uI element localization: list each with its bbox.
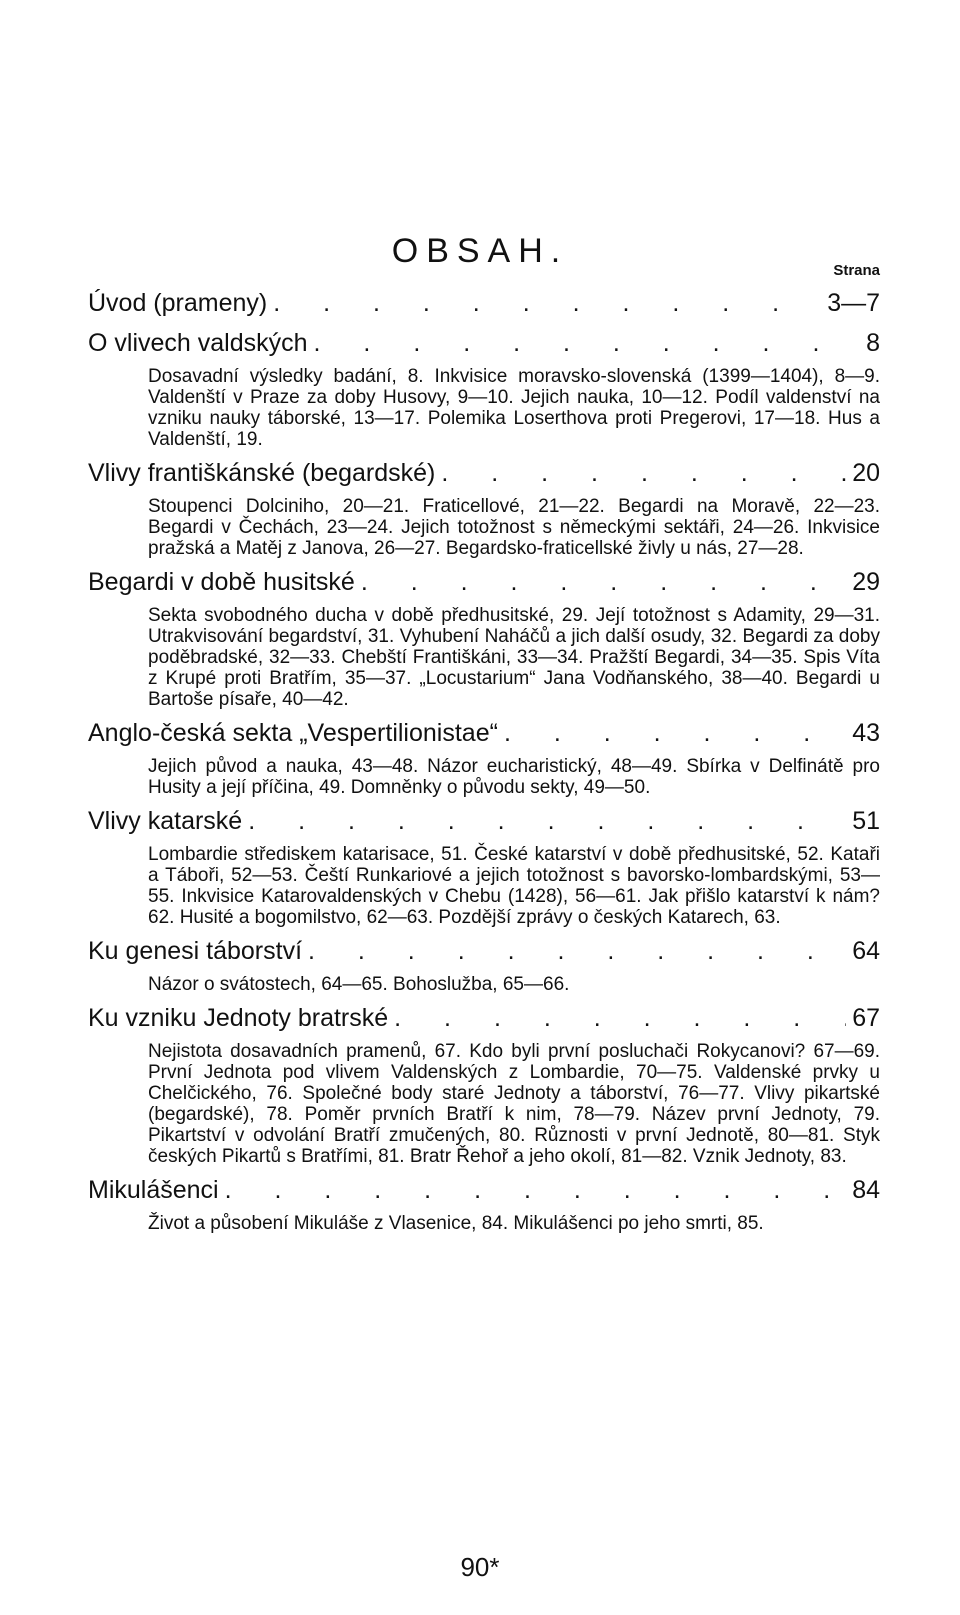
toc-entry-page: 67 [852,1004,880,1032]
toc-entry-title: Anglo-česká sekta „Vespertilionistae“ [88,719,498,747]
leader-dots [441,456,846,490]
toc-entry-summary: Stoupenci Dolciniho, 20—21. Fraticellové, 21—22. Begardi na Moravě, 22—23. Begardi v Čechách, 23—24. Jejich totožnost s německými sektáři, 24—26. Inkvisice pražská a Matěj z Janova, 26—27. Begardsko-fraticellské živly u nás, 27—28. [148,496,880,559]
toc-entry-title: Ku vzniku Jednoty bratrské [88,1004,389,1032]
table-of-contents [88,280,880,1238]
toc-entry-page: 43 [852,719,880,747]
toc-entry-title: Vlivy katarské [88,807,243,835]
leader-dots [273,286,821,320]
toc-entry-summary: Nejistota dosavadních pramenů, 67. Kdo byli první posluchači Rokycanovi? 67—69. První Jednota pod vlivem Valdenských z Lombardie, 70—75. Valdenské prvky u Chelčického, 76. Společné body staré Jednoty a táborství, 76—77. Vlivy pikartské (begardské), 78. Poměr prvních Bratří k nim, 78—79. Název první Jednoty, 79. Pikartství v odvolání Bratří zmučených, 80. Různosti v první Jednotě, 80—81. Styk českých Pikartů s Bratřími, 81. Bratr Řehoř a jeho okolí, 81—82. Vznik Jednoty, 83. [148,1041,880,1167]
toc-entry [88,565,880,599]
toc-entry-summary: Dosavadní výsledky badání, 8. Inkvisice moravsko-slovenská (1399—1404), 8—9. Valdenští v Praze za doby Husovy, 9—10. Jejich nauka, 10—12. Podíl valdenství na vzniku nauky táborské, 13—17. Polemika Loserthova proti Pregerovi, 17—18. Hus a Valdenští, 19. [148,366,880,450]
toc-entry-page: 29 [852,568,880,596]
toc-entry-page: 20 [852,459,880,487]
page-footer-signature: 90* [460,1552,500,1582]
toc-entry-summary: Lombardie střediskem katarisace, 51. České katarství v době předhusitské, 52. Kataři a Táboři, 52—53. Čeští Runkariové a jejich totožnost s bavorsko-lombardskými, 53—55. Inkvisice Katarovaldenských v Chebu (1428), 56—61. Jak přišlo katarství k nám? 62. Husité a bogomilstvo, 62—63. Pozdější zprávy o českých Katarech, 63. [148,844,880,928]
toc-entry [88,456,880,490]
toc-entry-title: O vlivech valdských [88,329,308,357]
toc-entry [88,1001,880,1035]
leader-dots [308,934,846,968]
leader-dots [314,326,861,360]
toc-entry-title: Vlivy františkánské (begardské) [88,459,436,487]
toc-entry-page: 3—7 [827,289,880,317]
leader-dots [394,1001,846,1035]
toc-entry-summary: Jejich původ a nauka, 43—48. Názor eucharistický, 48—49. Sbírka v Delfinátě pro Husity a její příčina, 49. Domněnky o původu sekty, 49—50. [148,756,880,798]
toc-entry-page: 8 [866,329,880,357]
page-column-header: Strana [833,262,880,279]
leader-dots [248,804,846,838]
toc-entry-page: 51 [852,807,880,835]
toc-entry [88,804,880,838]
toc-entry [88,326,880,360]
toc-entry-summary: Sekta svobodného ducha v době předhusitské, 29. Její totožnost s Adamity, 29—31. Utrakvisování begardství, 31. Vyhubení Naháčů a jich další osudy, 32. Begardi za doby poděbradské, 32—33. Chebští Františkáni, 33—34. Pražští Begardi, 34—35. Spis Víta z Krupé proti Bratřím, 35—37. „Locustarium“ Jana Vodňanského, 38—40. Begardi u Bartoše písaře, 40—42. [148,605,880,710]
toc-entry-page: 64 [852,937,880,965]
toc-entry-title: Begardi v době husitské [88,568,355,596]
toc-entry-summary: Názor o svátostech, 64—65. Bohoslužba, 65—66. [148,974,570,995]
toc-entry-summary: Život a působení Mikuláše z Vlasenice, 84. Mikulášenci po jeho smrti, 85. [148,1213,764,1234]
leader-dots [504,716,846,750]
toc-entry-title: Ku genesi táborství [88,937,303,965]
toc-entry-title: Mikulášenci [88,1176,219,1204]
page-title: OBSAH. [391,232,569,270]
toc-entry [88,934,880,968]
leader-dots [361,565,846,599]
toc-entry [88,716,880,750]
toc-entry-page: 84 [852,1176,880,1204]
toc-entry-title: Úvod (prameny) [88,289,268,317]
leader-dots [225,1173,847,1207]
toc-entry [88,286,880,320]
toc-entry [88,1173,880,1207]
